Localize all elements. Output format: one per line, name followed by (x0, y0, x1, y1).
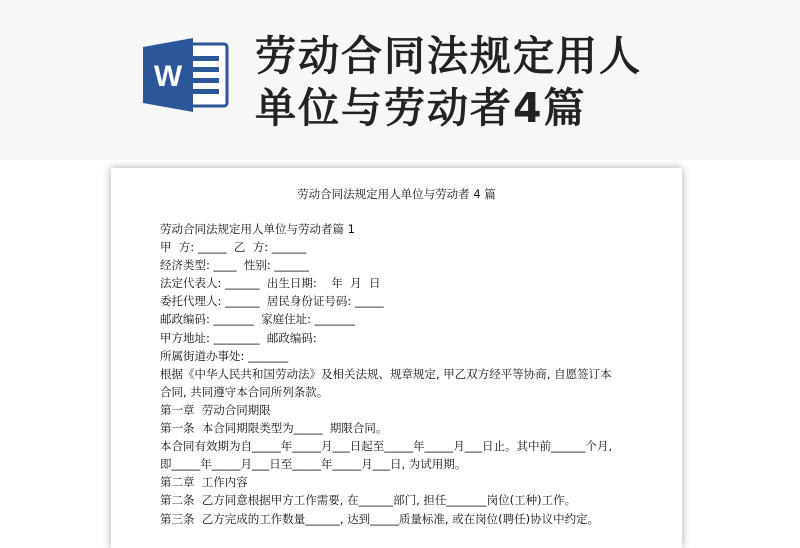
page-title-line: 劳动合同法规定用人 (255, 32, 642, 80)
text-line: 经济类型: ____ 性别: ______ (160, 258, 309, 273)
text-line: 法定代表人: ______ 出生日期: 年 月 日 (160, 276, 381, 291)
text-line: 第一条 本合同期限类型为_____ 期限合同。 (160, 421, 388, 436)
document-heading: 劳动合同法规定用人单位与劳动者 4 篇 (297, 187, 496, 201)
text-line: 委托代理人: ______ 居民身份证号码: _____ (160, 294, 384, 309)
svg-text:W: W (153, 60, 183, 93)
text-line: 甲 方: _____ 乙 方: ______ (160, 240, 307, 255)
text-line: 第二章 工作内容 (160, 475, 248, 490)
text-line: 合同, 共同遵守本合同所列条款。 (160, 384, 329, 399)
text-line: 本合同有效期为自_____年_____月___日起至_____年_____月___日止。其中前______个月, (160, 439, 613, 454)
text-line: 邮政编码: _______ 家庭住址: _______ (160, 312, 355, 327)
text-line: 即_____年_____月___日至_____年_____月___日, 为试用期。 (160, 457, 467, 472)
text-line: 第二条 乙方同意根据甲方工作需要, 在______部门, 担任_______岗位(工种)工作。 (160, 493, 577, 508)
banner (0, 0, 800, 160)
text-line: 根据《中华人民共和国劳动法》及相关法规、规章规定, 甲乙双方经平等协商, 自愿签订本 (160, 366, 612, 381)
text-line: 甲方地址: ________ 邮政编码: (160, 330, 317, 345)
text-line: 第三条 乙方完成的工作数量______, 达到_____质量标准, 或在岗位(聘任)协议中约定。 (160, 511, 600, 526)
text-line: 第一章 劳动合同期限 (160, 402, 271, 417)
page-title (255, 30, 775, 134)
word-icon (143, 38, 229, 112)
text-line: 劳动合同法规定用人单位与劳动者篇 1 (160, 222, 355, 236)
document-page (111, 168, 682, 548)
text-line: 所属街道办事处: _______ (160, 348, 289, 363)
document-body (160, 220, 650, 528)
page-title-line: 单位与劳动者4篇 (255, 84, 587, 132)
